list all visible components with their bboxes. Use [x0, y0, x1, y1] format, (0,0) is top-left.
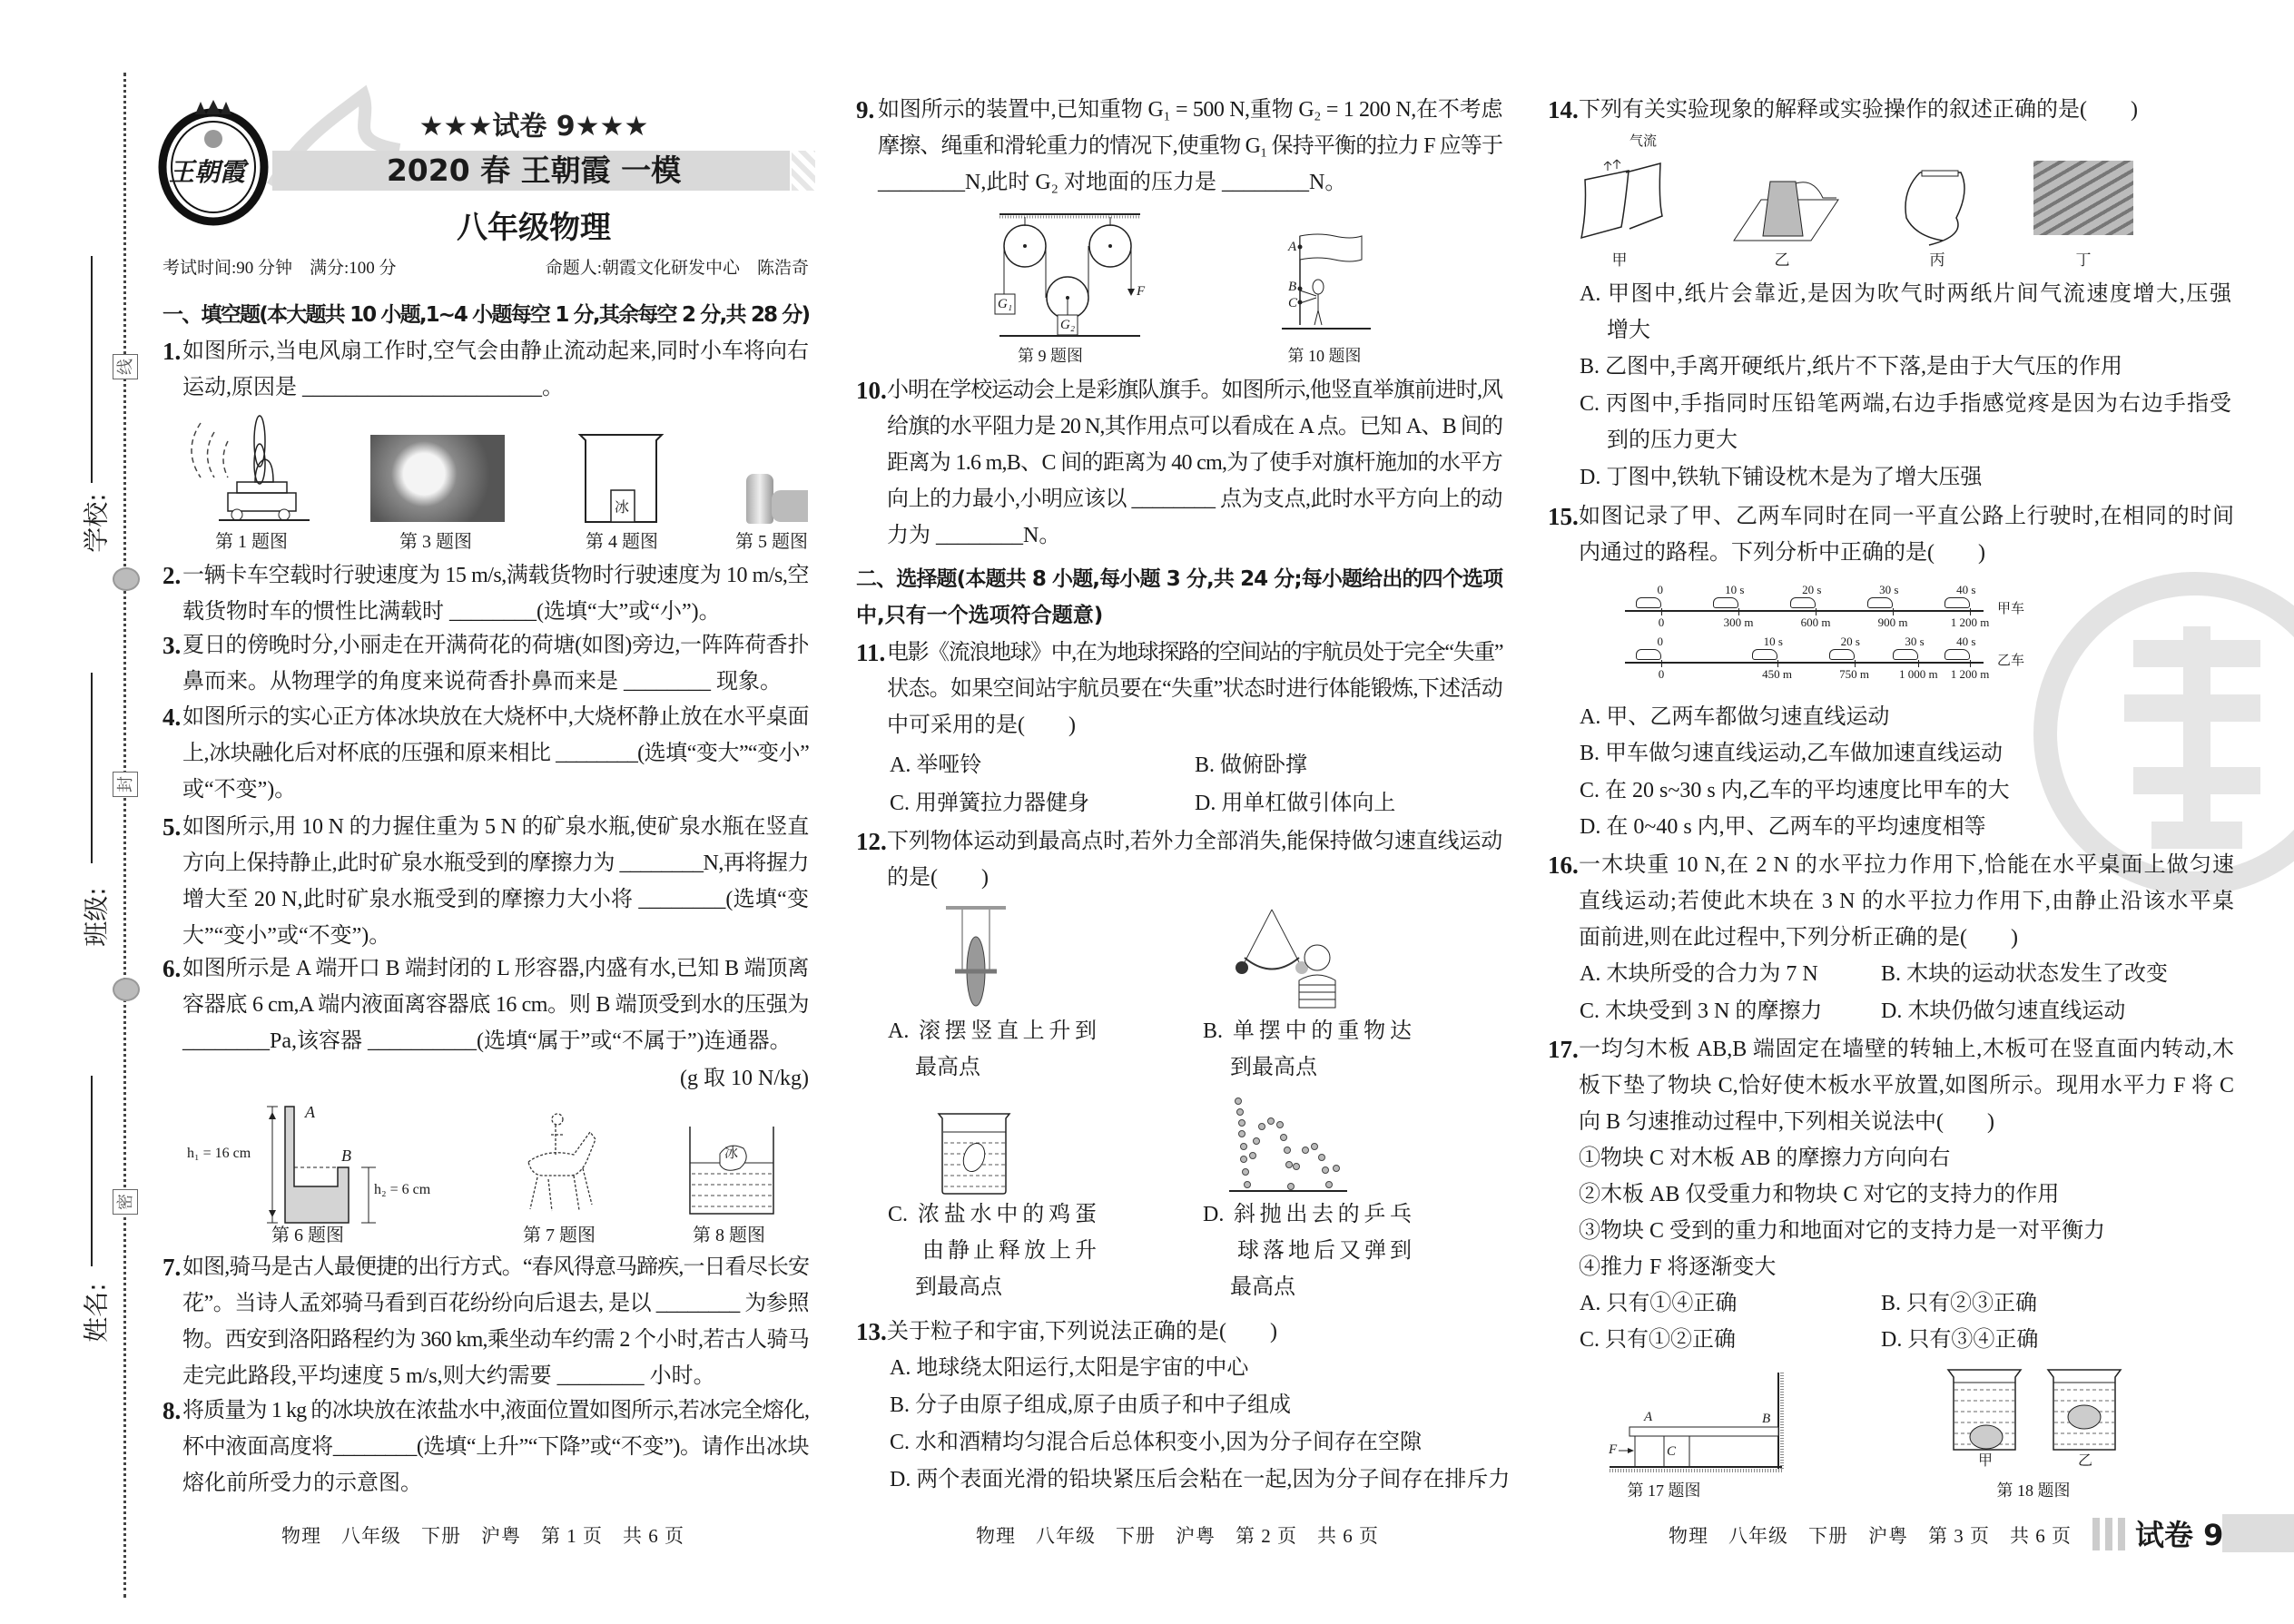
car-icon: [1790, 597, 1816, 608]
figure-caption: 第 17 题图: [1627, 1481, 1701, 1500]
text-line: 二、选择题(本题共 8 小题,每小题 3 分,共 24 分;每小题给出的四个选项: [856, 567, 1502, 591]
text-line: 的是( ): [887, 866, 989, 890]
text-line: 到最高点: [888, 1275, 1002, 1299]
text-line: 增大至 20 N,此时矿泉水瓶受到的摩擦力大小将 ________(选填“变: [182, 888, 809, 911]
exam-author: 命题人:朝霞文化研发中心 陈浩奇: [545, 259, 809, 278]
section1-title: [162, 297, 809, 333]
question-number: 16.: [1548, 851, 1579, 879]
text-line: 增大: [1580, 319, 1650, 342]
ice-label: 冰: [724, 1147, 739, 1161]
option-a[interactable]: A. 只有①④正确: [1580, 1292, 1738, 1315]
text-line: 到最高点: [1203, 1056, 1317, 1079]
car-icon: [1944, 649, 1970, 660]
text-line: B. 乙图中,手离开硬纸片,纸片不下落,是由于大气压的作用: [1580, 355, 2123, 379]
text-line: A. 甲图中,纸片会靠近,是因为吹气时两纸片间气流速度增大,压强: [1580, 282, 2231, 306]
text-line: 电影《流浪地球》中,在为地球探路的空间站的宇航员处于完全“失重”: [887, 641, 1502, 664]
text-line: C. 丙图中,手指同时压铅笔两端,右边手指感觉疼是因为右边手指受: [1580, 392, 2231, 416]
h2-label: h₂ = 6 cm: [374, 1182, 431, 1197]
text-line: D. 斜抛出去的乒乓: [1203, 1203, 1412, 1226]
text-line: 到的压力更大: [1580, 428, 1738, 452]
school-field-line[interactable]: [91, 256, 93, 483]
car-icon: [1829, 649, 1855, 660]
car-icon: [1636, 649, 1661, 660]
option-b[interactable]: B. 做俯卧撑: [1195, 753, 1308, 777]
text-line: 摩擦、绳重和滑轮重力的情况下,使重物 G₁ 保持平衡的拉力 F 应等于: [878, 134, 1502, 158]
label-a: A: [305, 1103, 315, 1121]
question-number: 8.: [162, 1397, 182, 1424]
text-line: 一辆卡车空载时行驶速度为 15 m/s,满载货物时行驶速度为 10 m/s,空: [182, 564, 809, 587]
text-line: 载货物时车的惯性比满载时 ________(选填“大”或“小”)。: [182, 600, 721, 624]
text-line: 状态。如果空间站宇航员要在“失重”状态时进行体能锻炼,下述活动: [887, 677, 1502, 701]
text-line: ②木板 AB 仅受重力和物块 C 对它的支持力的作用: [1579, 1183, 2060, 1206]
text-line: 向 B 匀速推动过程中,下列相关说法中( ): [1579, 1110, 1994, 1134]
text-line: 如图所示的实心正方体冰块放在大烧杯中,大烧杯静止放在水平桌面: [182, 705, 809, 729]
brand-logo-text: 王朝霞: [169, 159, 246, 187]
option-c[interactable]: C. 在 20 s~30 s 内,乙车的平均速度比甲车的大: [1580, 779, 2010, 802]
lotus-photo: [370, 435, 505, 522]
car-label: 乙车: [1997, 654, 2025, 668]
option-a[interactable]: A. 地球绕太阳运行,太阳是宇宙的中心: [890, 1356, 1249, 1380]
seal-char-secret: 密: [113, 1189, 138, 1215]
car-icon: [1867, 597, 1893, 608]
question-number: 14.: [1548, 96, 1579, 123]
block-c-label: C: [1667, 1444, 1677, 1459]
text-line: 夏日的傍晚时分,小丽走在开满荷花的荷塘(如图)旁边,一阵阵荷香扑: [182, 634, 809, 657]
text-line: 如图记录了甲、乙两车同时在同一平直公路上行驶时,在相同的时间: [1579, 505, 2234, 528]
distance-tick: [1661, 608, 1662, 615]
text-line: 杯中液面高度将________(选填“上升”“下降”或“不变”)。请作出冰块: [182, 1435, 809, 1459]
subject-title: 八年级物理: [457, 210, 611, 246]
question-number: 7.: [162, 1254, 182, 1281]
text-line: B. 单摆中的重物达: [1203, 1019, 1412, 1043]
name-label: 姓名:: [81, 1283, 112, 1343]
text-line: ④推力 F 将逐渐变大: [1579, 1255, 1777, 1279]
text-line: 如图所示的装置中,已知重物 G₁ = 500 N,重物 G₂ = 1 200 N,在不考虑: [878, 98, 1502, 122]
school-label: 学校:: [81, 493, 112, 553]
question-number: 2.: [162, 562, 182, 589]
page-footer-2: 物理 八年级 下册 沪粤 第 2 页 共 6 页: [976, 1525, 1379, 1547]
text-line: ③物块 C 受到的重力和地面对它的支持力是一对平衡力: [1579, 1219, 2106, 1243]
railway-photo: [2033, 161, 2133, 235]
time-label: 30 s: [1879, 583, 1899, 596]
figure-caption: 第 4 题图: [586, 532, 658, 552]
figure-label: 丁: [2075, 251, 2092, 269]
figure-caption: 第 3 题图: [399, 532, 472, 552]
figure-label: 甲: [1977, 1453, 1994, 1469]
badge-bar: [2222, 1514, 2294, 1552]
car-icon: [1713, 597, 1738, 608]
time-label: 40 s: [1956, 635, 1976, 648]
car-icon: [1944, 597, 1970, 608]
text-line: 走完此路段,平均速度 5 m/s,则大约需要 ________ 小时。: [182, 1364, 715, 1388]
road-line: [1625, 662, 1984, 664]
text-line: 上,冰块融化后对杯底的压强和原来相比 ________(选填“变大”“变小”: [182, 742, 809, 765]
text-line: 熔化前所受力的示意图。: [182, 1471, 422, 1495]
distance-label: 600 m: [1800, 615, 1831, 629]
egg-beaker-figure: [937, 1112, 1011, 1196]
question-number: 12.: [856, 828, 887, 855]
gravity-note: (g 取 10 N/kg): [680, 1067, 809, 1090]
road-line: [1625, 610, 1984, 612]
question-number: 10.: [856, 377, 887, 404]
text-line: 或“不变”)。: [182, 778, 297, 802]
section-title-text: 一、填空题(本大题共 10 小题,1~4 小题每空 1 分,其余每空 2 分,共 28 分): [162, 303, 809, 327]
option-b[interactable]: B. 分子由原子组成,原子由质子和中子组成: [890, 1393, 1292, 1417]
distance-tick: [1855, 660, 1856, 667]
question-number: 15.: [1548, 503, 1579, 530]
g2-label: G₂: [1060, 318, 1076, 332]
option-d[interactable]: D. 两个表面光滑的铅块紧压后会粘在一起,因为分子间存在排斥力: [890, 1468, 1511, 1491]
exam-info: 考试时间:90 分钟 满分:100 分: [162, 259, 397, 278]
text-line: 方向上保持静止,此时矿泉水瓶受到的摩擦力为 ________N,再将握力: [182, 851, 809, 875]
horse-rider-figure: [519, 1112, 603, 1216]
question-number: 13.: [856, 1318, 887, 1345]
time-label: 10 s: [1763, 635, 1783, 648]
fan-car-figure: [182, 414, 319, 523]
text-line: 关于粒子和宇宙,下列说法正确的是( ): [887, 1320, 1277, 1343]
text-line: 如图所示是 A 端开口 B 端封闭的 L 形容器,内盛有水,已知 B 端顶离: [182, 957, 809, 980]
question-number: 4.: [162, 704, 182, 731]
option-a[interactable]: A. 举哑铃: [890, 753, 982, 777]
main-title: 2020 春 王朝霞 一模: [386, 153, 682, 188]
class-label: 班级:: [81, 887, 112, 947]
figure-label: 乙: [2077, 1453, 2093, 1469]
question-number: 17.: [1548, 1036, 1579, 1063]
airflow-label: 气流: [1629, 134, 1658, 149]
force-f-label: F: [1137, 284, 1146, 299]
question-number: 9.: [856, 96, 875, 123]
text-line: ________Pa,该容器 __________(选填“属于”或“不属于”)连通器。: [182, 1029, 792, 1053]
distance-label: 450 m: [1762, 667, 1792, 681]
distance-label: 900 m: [1877, 615, 1908, 629]
class-field-line[interactable]: [91, 673, 93, 863]
option-b[interactable]: B. 只有②③正确: [1881, 1292, 2038, 1315]
text-line: 花”。当诗人孟郊骑马看到百花纷纷向后退去, 是以 ________ 为参照: [182, 1292, 809, 1315]
distance-label: 0: [1658, 615, 1665, 629]
text-line: 一木块重 10 N,在 2 N 的水平拉力作用下,恰能在水平桌面上做匀速: [1579, 853, 2234, 877]
text-line: 力为 ________N。: [887, 524, 1061, 547]
question-number: 3.: [162, 632, 182, 659]
option-d[interactable]: D. 只有③④正确: [1881, 1328, 2039, 1352]
figure-caption: 第 10 题图: [1287, 347, 1362, 365]
ornament-icon: [113, 978, 140, 1001]
name-field-line[interactable]: [91, 1076, 93, 1266]
option-d[interactable]: D. 在 0~40 s 内,甲、乙两车的平均速度相等: [1580, 815, 1986, 839]
text-line: 由静止释放上升: [888, 1239, 1097, 1263]
g1-label: G₁: [998, 297, 1013, 311]
time-label: 20 s: [1840, 635, 1860, 648]
car-icon: [1893, 649, 1918, 660]
pencil-fingers-figure: [1902, 163, 1979, 245]
distance-label: 0: [1658, 667, 1665, 681]
distance-tick: [1661, 660, 1662, 667]
figure-caption: 第 9 题图: [1018, 347, 1083, 365]
paper-strips-figure: [1580, 153, 1667, 243]
text-line: 距离为 1.6 m,B、C 间的距离为 40 cm,为了使手对旗杆施加的水平方: [887, 451, 1502, 475]
point-a-label: A: [1288, 240, 1297, 254]
badge-pattern: [2092, 1518, 2129, 1550]
page-footer-1: 物理 八年级 下册 沪粤 第 1 页 共 6 页: [281, 1525, 684, 1547]
time-label: 20 s: [1802, 583, 1822, 596]
text-line: 如图所示,用 10 N 的力握住重为 5 N 的矿泉水瓶,使矿泉水瓶在竖直: [182, 815, 809, 839]
text-line: 一均匀木板 AB,B 端固定在墙壁的转轴上,木板可在竖直面内转动,木: [1579, 1038, 2234, 1061]
text-line: 下列有关实验现象的解释或实验操作的叙述正确的是( ): [1579, 98, 2138, 122]
figure-caption: 第 8 题图: [693, 1225, 765, 1245]
distance-tick: [1777, 660, 1778, 667]
distance-tick: [1970, 608, 1971, 615]
question-number: 6.: [162, 955, 182, 982]
text-line: 最高点: [1203, 1275, 1295, 1299]
point-b-label: B: [1288, 280, 1297, 294]
text-line: 物。西安到洛阳路程约为 360 km,乘坐动车约需 2 个小时,若古人骑马: [182, 1328, 809, 1352]
text-line: 下列物体运动到最高点时,若外力全部消失,能保持做匀速直线运动: [887, 830, 1502, 853]
distance-tick: [1893, 608, 1894, 615]
figure-label: 甲: [1611, 251, 1628, 269]
text-line: 给旗的水平阻力是 20 N,其作用点可以看成在 A 点。已知 A、B 间的: [887, 415, 1502, 438]
option-c[interactable]: C. 只有①②正确: [1580, 1328, 1737, 1352]
text-line: 如图所示,当电风扇工作时,空气会由静止流动起来,同时小车将向右: [182, 340, 809, 363]
option-d[interactable]: D. 木块仍做匀速直线运动: [1881, 999, 2126, 1023]
distance-label: 300 m: [1723, 615, 1754, 629]
text-line: D. 丁图中,铁轨下铺设枕木是为了增大压强: [1580, 466, 1983, 489]
paper-tag: ★★★试卷 9★★★: [418, 111, 649, 143]
label-b: B: [341, 1147, 351, 1165]
car-icon: [1636, 597, 1661, 608]
distance-label: 1 200 m: [1950, 615, 1990, 629]
figure-caption: 第 7 题图: [523, 1225, 596, 1245]
distance-label: 1 200 m: [1950, 667, 1990, 681]
figure-caption: 第 5 题图: [735, 532, 808, 552]
text-line: 球落地后又弹到: [1203, 1239, 1412, 1263]
figure-label: 乙: [1774, 251, 1790, 269]
text-line: 如图,骑马是古人最便捷的出行方式。“春风得意马蹄疾,一日看尽长安: [182, 1255, 809, 1279]
time-label: 0: [1657, 635, 1663, 648]
seal-char-seal: 封: [113, 772, 138, 797]
question-number: 11.: [856, 639, 886, 666]
cup-card-figure: [1729, 163, 1843, 245]
distance-tick: [1970, 660, 1971, 667]
text-line: ①物块 C 对木板 AB 的摩擦力方向向右: [1579, 1147, 1951, 1170]
seal-char-line: 线: [113, 354, 138, 379]
saltwater-ice-figure: [688, 1127, 777, 1217]
ice-label: 冰: [615, 500, 630, 516]
paper-badge: 试卷 9: [2135, 1518, 2224, 1552]
car-icon: [1752, 649, 1777, 660]
text-line: 最高点: [888, 1056, 980, 1079]
bouncing-ball-figure: [1229, 1097, 1349, 1196]
text-line: 面前进,则在此过程中,下列分析正确的是( ): [1579, 926, 2018, 950]
option-b[interactable]: B. 木块的运动状态发生了改变: [1881, 962, 2169, 986]
figure-caption: 第 1 题图: [215, 532, 288, 552]
option-c[interactable]: C. 用弹簧拉力器健身: [890, 792, 1090, 815]
text-line: 向上的力最小,小明应该以 ________ 点为支点,此时水平方向上的动: [887, 487, 1502, 511]
distance-label: 1 000 m: [1899, 667, 1938, 681]
pendulum-figure: [1222, 908, 1340, 1009]
egg-beakers-figure: [1946, 1368, 2139, 1452]
question-number: 5.: [162, 813, 182, 841]
l-container-figure: [198, 1105, 443, 1227]
distance-label: 750 m: [1839, 667, 1869, 681]
h1-label: h₁ = 16 cm: [187, 1146, 251, 1161]
text-line: 鼻而来。从物理学的角度来说荷香扑鼻而来是 ________ 现象。: [182, 670, 782, 694]
text-line: 大”“变小”或“不变”)。: [182, 924, 391, 948]
text-line: 中可采用的是( ): [887, 714, 1076, 737]
text-line: 小明在学校运动会上是彩旗队旗手。如图所示,他竖直举旗前进时,风: [887, 379, 1502, 402]
time-label: 10 s: [1725, 583, 1745, 596]
figure-caption: 第 18 题图: [1996, 1481, 2071, 1500]
point-a-label: A: [1644, 1410, 1653, 1424]
text-line: 内通过的路程。下列分析中正确的是( ): [1579, 541, 1985, 565]
title-banner-pattern: [792, 151, 815, 191]
distance-tick: [1738, 608, 1739, 615]
ornament-icon: [113, 567, 140, 591]
text-line: A. 滚摆竖直上升到: [888, 1019, 1097, 1043]
car-label: 甲车: [1997, 602, 2025, 616]
time-label: 0: [1657, 583, 1663, 596]
binding-dotted-line: [123, 73, 126, 1598]
time-label: 30 s: [1905, 635, 1925, 648]
distance-tick: [1918, 660, 1919, 667]
text-line: 板下垫了物块 C,恰好使木板水平放置,如图所示。现用水平力 F 将 C: [1579, 1074, 2234, 1097]
text-line: ________N,此时 G₂ 对地面的压力是 ________N。: [878, 171, 1347, 194]
text-line: 将质量为 1 kg 的冰块放在浓盐水中,液面位置如图所示,若冰完全熔化,: [182, 1399, 809, 1422]
figure-caption: 第 6 题图: [271, 1225, 344, 1245]
figure-label: 丙: [1929, 251, 1945, 269]
text-line: C. 浓盐水中的鸡蛋: [888, 1203, 1097, 1226]
text-line: 直线运动;若使此木块在 3 N 的水平拉力作用下,由静止沿该水平桌: [1579, 890, 2234, 913]
bottle-photo: [746, 474, 773, 524]
option-b[interactable]: B. 甲车做匀速直线运动,乙车做加速直线运动: [1580, 742, 2004, 765]
text-line: 容器底 6 cm,A 端内液面离容器底 16 cm。则 B 端顶受到水的压强为: [182, 993, 809, 1017]
option-c[interactable]: C. 水和酒精均匀混合后总体积变小,因为分子间存在空隙: [890, 1431, 1423, 1454]
maxwell-wheel-figure: [944, 906, 1008, 1010]
force-f-label: F: [1609, 1442, 1618, 1457]
option-a[interactable]: A. 木块所受的合力为 7 N: [1580, 962, 1818, 986]
option-a[interactable]: A. 甲、乙两车都做匀速直线运动: [1580, 705, 1890, 729]
point-c-label: C: [1288, 296, 1298, 310]
question-number: 1.: [162, 338, 182, 365]
text-line: 运动,原因是 ______________________。: [182, 376, 564, 399]
hand-photo: [772, 490, 808, 522]
option-d[interactable]: D. 用单杠做引体向上: [1195, 792, 1396, 815]
option-c[interactable]: C. 木块受到 3 N 的摩擦力: [1580, 999, 1823, 1023]
page-footer-3: 物理 八年级 下册 沪粤 第 3 页 共 6 页: [1669, 1525, 2072, 1547]
text-line: 中,只有一个选项符合题意): [856, 604, 1104, 627]
point-b-label: B: [1762, 1412, 1771, 1426]
time-label: 40 s: [1956, 583, 1976, 596]
